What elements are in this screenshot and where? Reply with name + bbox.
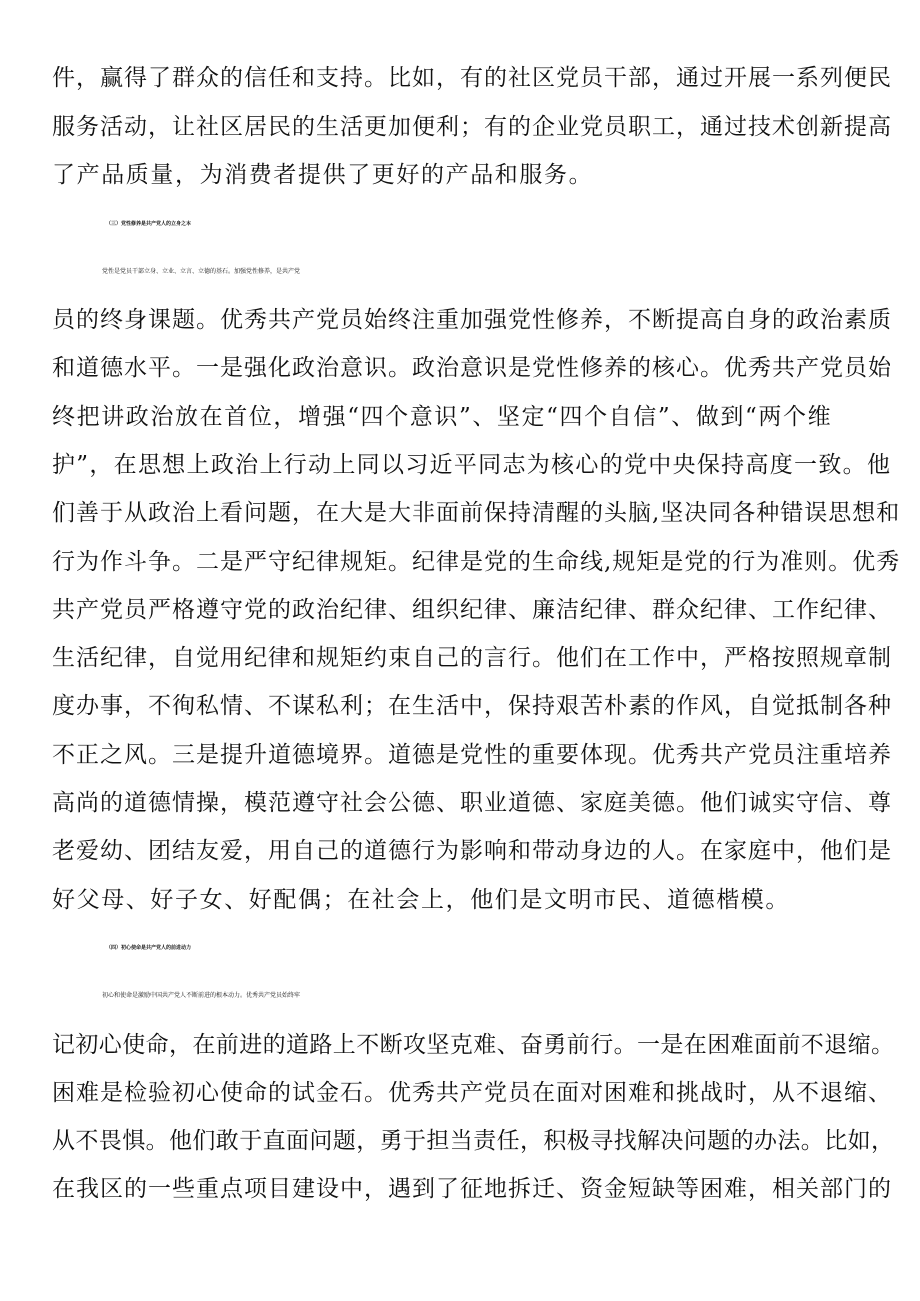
paragraph-line: 初心和使命是激励中国共产党人不断前进的根本动力。优秀共产党员始终牢: [102, 992, 301, 999]
paragraph-line: 了产品质量，为消费者提供了更好的产品和服务。: [52, 162, 594, 188]
paragraph-line: 不正之风。三是提升道德境界。道德是党性的重要体现。优秀共产党员注重培养: [52, 742, 892, 768]
paragraph-line: 生活纪律，自觉用纪律和规矩约束自己的言行。他们在工作中，严格按照规章制: [52, 645, 892, 671]
paragraph-line: 在我区的一些重点项目建设中，遇到了征地拆迁、资金短缺等困难，相关部门的: [52, 1176, 892, 1202]
paragraph-line: 行为作斗争。二是严守纪律规矩。纪律是党的生命线,规矩是党的行为准则。优秀: [52, 549, 901, 575]
paragraph-line: 护”，在思想上政治上行动上同以习近平同志为核心的党中央保持高度一致。他: [52, 452, 892, 478]
paragraph-line: 从不畏惧。他们敢于直面问题，勇于担当责任，积极寻找解决问题的办法。比如，: [52, 1128, 895, 1154]
paragraph-line: 党性是党员干部立身、立业、立言、立德的基石。加强党性修养，是共产党: [102, 268, 301, 275]
section-heading-four: （四）初心使命是共产党人的前进动力: [106, 945, 192, 951]
paragraph-line: 和道德水平。一是强化政治意识。政治意识是党性修养的核心。优秀共产党员始: [52, 355, 892, 381]
paragraph-line: 好父母、好子女、好配偶；在社会上，他们是文明市民、道德楷模。: [52, 887, 790, 913]
paragraph-line: 困难是检验初心使命的试金石。优秀共产党员在面对困难和挑战时，从不退缩、: [52, 1080, 892, 1106]
paragraph-line: 件，赢得了群众的信任和支持。比如，有的社区党员干部，通过开展一系列便民: [52, 65, 892, 91]
paragraph-line: 度办事，不徇私情、不谋私利；在生活中，保持艰苦朴素的作风，自觉抵制各种: [52, 693, 892, 719]
paragraph-line: 高尚的道德情操，模范遵守社会公德、职业道德、家庭美德。他们诚实守信、尊: [52, 790, 892, 816]
paragraph-line: 服务活动，让社区居民的生活更加便利；有的企业党员职工，通过技术创新提高: [52, 114, 892, 140]
paragraph-line: 终把讲政治放在首位，增强“四个意识”、坚定“四个自信”、做到“两个维: [52, 404, 833, 430]
section-heading-three: （三）党性修养是共产党人的立身之本: [106, 221, 192, 227]
paragraph-line: 员的终身课题。优秀共产党员始终注重加强党性修养，不断提高自身的政治素质: [52, 307, 892, 333]
paragraph-line: 们善于从政治上看问题，在大是大非面前保持清醒的头脑,坚决同各种错误思想和: [52, 500, 901, 526]
paragraph-line: 老爱幼、团结友爱，用自己的道德行为影响和带动身边的人。在家庭中，他们是: [52, 838, 892, 864]
paragraph-line: 共产党员严格遵守党的政治纪律、组织纪律、廉洁纪律、群众纪律、工作纪律、: [52, 597, 892, 623]
paragraph-line: 记初心使命，在前进的道路上不断攻坚克难、奋勇前行。一是在困难面前不退缩。: [52, 1032, 895, 1058]
